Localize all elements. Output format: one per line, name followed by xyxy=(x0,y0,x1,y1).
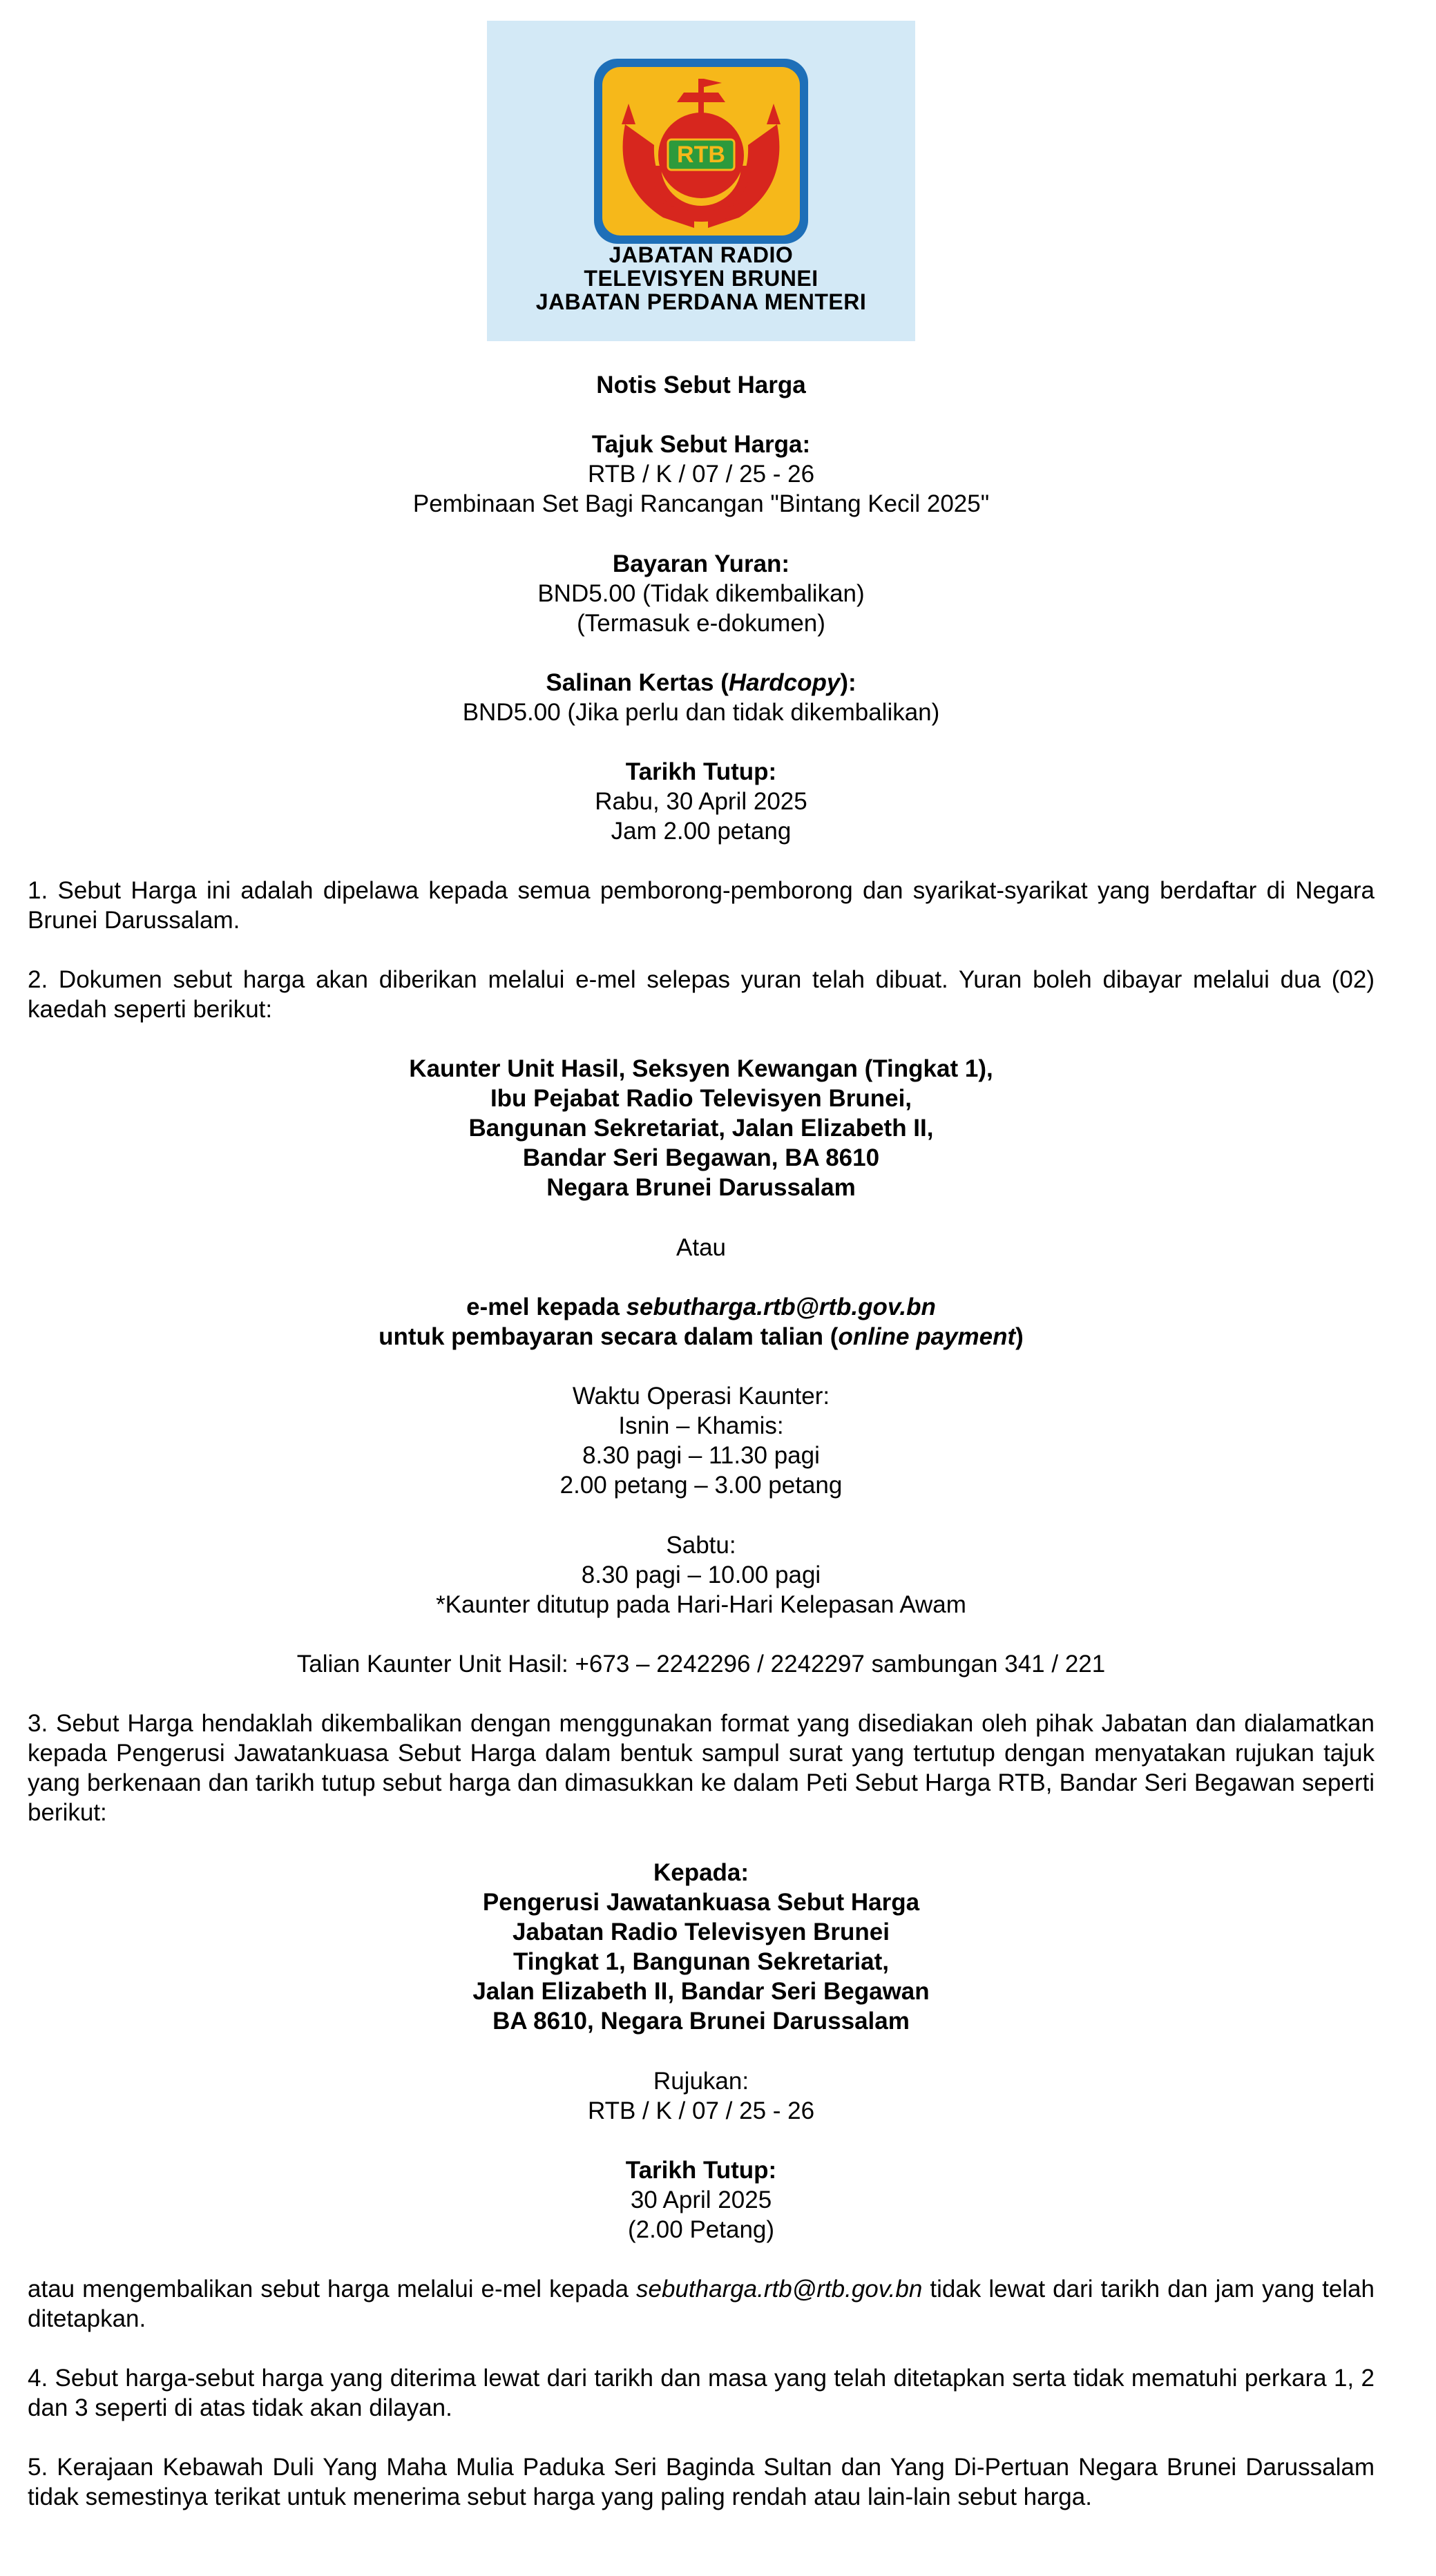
rujukan-value: RTB / K / 07 / 25 - 26 xyxy=(587,2097,815,2124)
waktu-days: Isnin – Khamis: xyxy=(618,1412,784,1439)
rujukan-block xyxy=(28,2066,1375,2126)
tarikh-tutup-label: Tarikh Tutup: xyxy=(625,758,777,785)
salinan-line-1: BND5.00 (Jika perlu dan tidak dikembalikan) xyxy=(462,699,940,726)
logo-line-2: TELEVISYEN BRUNEI xyxy=(584,266,818,291)
kaunter-line-2: Ibu Pejabat Radio Televisyen Brunei, xyxy=(490,1085,912,1112)
salinan-label-post: ): xyxy=(840,669,856,696)
kaunter-line-4: Bandar Seri Begawan, BA 8610 xyxy=(522,1144,880,1171)
tarikh-tutup-line-1: Rabu, 30 April 2025 xyxy=(595,788,807,815)
paragraph-2: 2. Dokumen sebut harga akan diberikan melalui e-mel selepas yuran telah dibuat. Yuran boleh dibayar melalui dua (02) kaedah seperti berikut: xyxy=(28,966,1375,1023)
kaunter-line-5: Negara Brunei Darussalam xyxy=(546,1174,856,1201)
logo-text xyxy=(487,243,915,314)
para-email-link[interactable]: sebutharga.rtb@rtb.gov.bn xyxy=(636,2276,923,2303)
paragraph-1: 1. Sebut Harga ini adalah dipelawa kepada semua pemborong-pemborong dan syarikat-syarikat yang berdaftar di Negara Brunei Darussalam. xyxy=(28,877,1375,934)
logo-line-3: JABATAN PERDANA MENTERI xyxy=(535,289,867,314)
sabtu-label: Sabtu: xyxy=(666,1532,736,1559)
tajuk-ref: RTB / K / 07 / 25 - 26 xyxy=(587,461,815,488)
tarikh-tutup-2-label: Tarikh Tutup: xyxy=(625,2157,777,2184)
waktu-block xyxy=(28,1381,1375,1500)
waktu-slot-1: 8.30 pagi – 11.30 pagi xyxy=(582,1442,820,1469)
kepada-line-6: BA 8610, Negara Brunei Darussalam xyxy=(492,2008,910,2035)
bayaran-line-1: BND5.00 (Tidak dikembalikan) xyxy=(537,580,865,607)
tarikh-tutup-2-block xyxy=(28,2155,1375,2245)
kaunter-address xyxy=(28,1054,1375,1202)
bayaran-block xyxy=(28,549,1375,638)
salinan-block xyxy=(28,668,1375,727)
waktu-slot-2: 2.00 petang – 3.00 petang xyxy=(559,1472,843,1499)
kepada-line-2: Pengerusi Jawatankuasa Sebut Harga xyxy=(482,1889,920,1916)
bayaran-label: Bayaran Yuran: xyxy=(612,550,790,577)
tarikh-tutup-2-line-1: 30 April 2025 xyxy=(630,2186,772,2213)
salinan-label-pre: Salinan Kertas ( xyxy=(546,669,729,696)
tarikh-tutup-block xyxy=(28,757,1375,846)
kepada-line-1: Kepada: xyxy=(653,1859,749,1886)
para-email-pre: atau mengembalikan sebut harga melalui e-mel kepada xyxy=(28,2276,637,2303)
talian-text: Talian Kaunter Unit Hasil: +673 – 2242296 / 2242297 sambungan 341 / 221 xyxy=(296,1651,1106,1678)
email-line-1 xyxy=(28,1292,1375,1322)
page-title: Notis Sebut Harga xyxy=(596,372,806,398)
para-email-post: tidak lewat dari tarikh dan jam yang telah ditetapkan. xyxy=(28,2276,1375,2332)
rtb-logo xyxy=(487,21,915,341)
email-line2-italic: online payment xyxy=(838,1323,1016,1350)
tajuk-label: Tajuk Sebut Harga: xyxy=(591,431,811,458)
kaunter-line-3: Bangunan Sekretariat, Jalan Elizabeth II, xyxy=(468,1115,934,1142)
rtb-emblem-icon xyxy=(487,21,915,249)
kepada-line-3: Jabatan Radio Televisyen Brunei xyxy=(513,1919,890,1945)
kepada-line-5: Jalan Elizabeth II, Bandar Seri Begawan xyxy=(472,1978,930,2005)
paragraph-4: 4. Sebut harga-sebut harga yang diterima lewat dari tarikh dan masa yang telah ditetapkan serta tidak mematuhi perkara 1, 2 dan 3 seperti di atas tidak akan dilayan. xyxy=(28,2365,1375,2421)
email-line-2 xyxy=(28,1322,1375,1352)
kepada-line-4: Tingkat 1, Bangunan Sekretariat, xyxy=(513,1948,889,1975)
tajuk-block xyxy=(28,430,1375,519)
tajuk-name: Pembinaan Set Bagi Rancangan "Bintang Kecil 2025" xyxy=(412,490,990,517)
paragraph-3: 3. Sebut Harga hendaklah dikembalikan dengan menggunakan format yang disediakan oleh pihak Jabatan dan dialamatkan kepada Pengerusi Jawatankuasa Sebut Harga dalam bentuk sampul surat yang tertutup dengan menyatakan rujukan tajuk yang berkenaan dan tarikh tutup sebut harga dan dimasukkan ke dalam Peti Sebut Harga RTB, Bandar Seri Begawan seperti berikut: xyxy=(28,1710,1375,1826)
tarikh-tutup-2-line-2: (2.00 Petang) xyxy=(627,2216,775,2243)
bayaran-line-2: (Termasuk e-dokumen) xyxy=(577,610,825,637)
email-pre: e-mel kepada xyxy=(466,1294,626,1320)
logo-line-1: JABATAN RADIO xyxy=(609,242,794,267)
atau-text: Atau xyxy=(676,1234,726,1261)
kaunter-line-1: Kaunter Unit Hasil, Seksyen Kewangan (Tingkat 1), xyxy=(409,1055,993,1082)
svg-text:RTB: RTB xyxy=(677,142,725,168)
kaunter-note: *Kaunter ditutup pada Hari-Hari Kelepasan Awam xyxy=(436,1591,966,1618)
kepada-block xyxy=(28,1858,1375,2036)
rujukan-label: Rujukan: xyxy=(653,2068,749,2095)
paragraph-email xyxy=(28,2274,1375,2334)
waktu-label: Waktu Operasi Kaunter: xyxy=(572,1383,830,1410)
sabtu-block xyxy=(28,1530,1375,1619)
email-block xyxy=(28,1292,1375,1352)
salinan-label-italic: Hardcopy xyxy=(728,669,841,696)
sabtu-slot: 8.30 pagi – 10.00 pagi xyxy=(581,1561,821,1588)
email-line2-post: ) xyxy=(1015,1323,1024,1350)
paragraph-5: 5. Kerajaan Kebawah Duli Yang Maha Mulia Paduka Seri Baginda Sultan dan Yang Di-Pertuan Negara Brunei Darussalam tidak semestinya terikat untuk menerima sebut harga yang paling rendah atau lain-lain sebut harga. xyxy=(28,2454,1375,2510)
tarikh-tutup-line-2: Jam 2.00 petang xyxy=(611,818,792,845)
email-line2-pre: untuk pembayaran secara dalam talian ( xyxy=(379,1323,839,1350)
email-link[interactable]: sebutharga.rtb@rtb.gov.bn xyxy=(626,1294,936,1320)
salinan-label xyxy=(28,668,1375,698)
